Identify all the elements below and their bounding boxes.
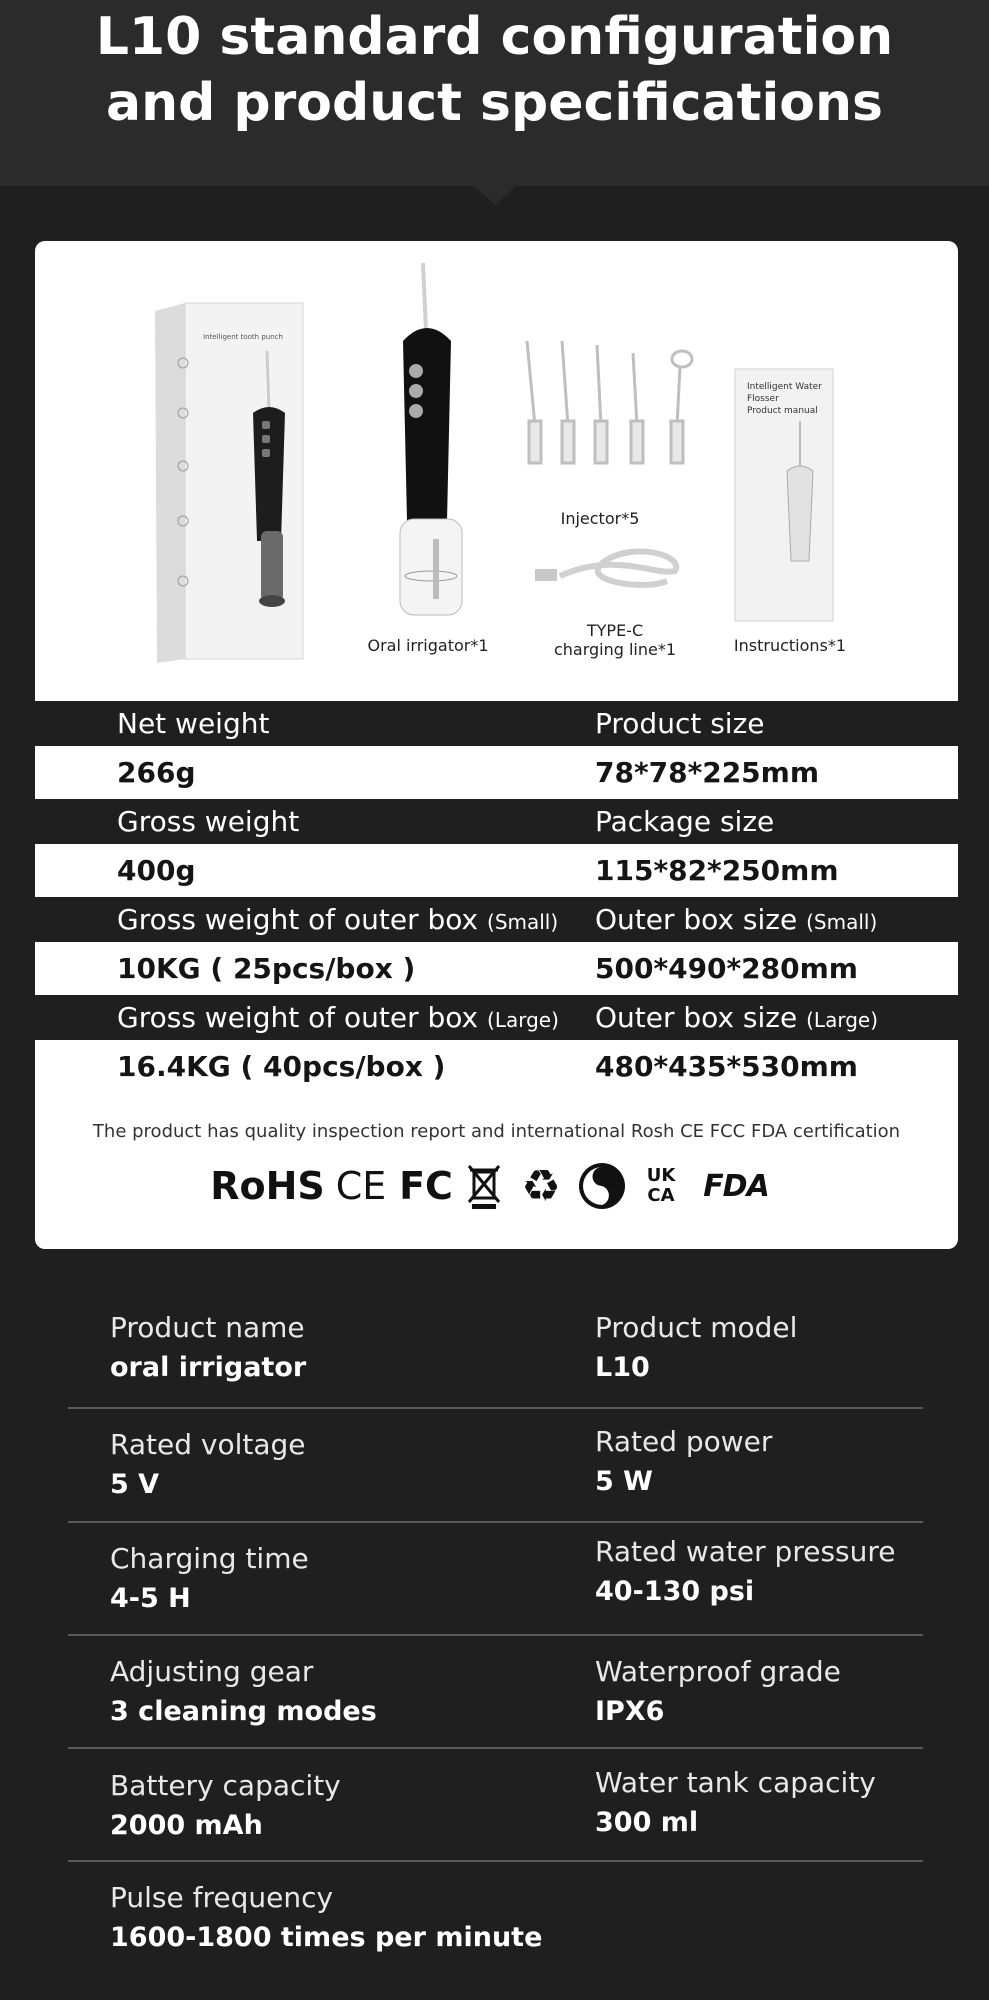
caption-oral-irrigator: Oral irrigator*1 bbox=[367, 636, 489, 655]
green-dot-icon bbox=[575, 1156, 629, 1216]
instruction-manual-image bbox=[735, 369, 833, 621]
list-item: Rated power 5 W bbox=[595, 1425, 773, 1497]
svg-text:Intelligent Water: Intelligent Water bbox=[747, 382, 822, 392]
page-title-line-1: L10 standard configuration bbox=[95, 7, 894, 67]
retail-box-image bbox=[155, 303, 303, 663]
table-row bbox=[35, 799, 958, 844]
list-item: Product name oral irrigator bbox=[110, 1311, 307, 1383]
page-header bbox=[0, 0, 989, 186]
certification-logos bbox=[210, 1156, 810, 1216]
ukca-icon: UK CA bbox=[646, 1165, 676, 1206]
table-row bbox=[35, 746, 958, 799]
table-row bbox=[35, 942, 958, 995]
spec-label: Outer box size (Large) bbox=[595, 1001, 878, 1034]
table-row bbox=[35, 897, 958, 942]
spec-label: Product size bbox=[595, 707, 765, 740]
svg-text:Product manual: Product manual bbox=[747, 406, 818, 416]
svg-text:Flosser: Flosser bbox=[747, 394, 779, 404]
spec-value: 500*490*280mm bbox=[595, 952, 858, 985]
table-row bbox=[35, 701, 958, 746]
certification-note: The product has quality inspection report and international Rosh CE FCC FDA certification bbox=[92, 1121, 901, 1142]
spec-value: 78*78*225mm bbox=[595, 756, 820, 789]
spec-value: 10KG ( 25pcs/box ) bbox=[117, 952, 416, 985]
list-item: Rated voltage 5 V bbox=[110, 1428, 306, 1500]
table-row bbox=[35, 1040, 958, 1093]
spec-value: 400g bbox=[117, 854, 196, 887]
header-pointer-icon bbox=[474, 186, 516, 205]
box-label-text: Intelligent tooth punch bbox=[203, 333, 283, 341]
fda-icon: FDA bbox=[703, 1168, 769, 1204]
spec-table bbox=[35, 701, 958, 1093]
spec-label: Gross weight of outer box (Small) bbox=[117, 903, 559, 936]
list-item: Waterproof grade IPX6 bbox=[595, 1655, 841, 1727]
caption-type-c-line-2: charging line*1 bbox=[553, 640, 677, 659]
page-title-line-2: and product specifications bbox=[106, 73, 883, 133]
list-item: Adjusting gear 3 cleaning modes bbox=[110, 1655, 377, 1727]
list-item: Product model L10 bbox=[595, 1311, 798, 1383]
page-title bbox=[0, 4, 989, 136]
recycle-icon: ♻ bbox=[521, 1160, 561, 1212]
spec-value: 115*82*250mm bbox=[595, 854, 839, 887]
list-item: Charging time 4-5 H bbox=[110, 1542, 309, 1614]
oral-irrigator-image bbox=[400, 263, 462, 615]
list-item: Pulse frequency 1600-1800 times per minute bbox=[110, 1881, 543, 1953]
list-item: Water tank capacity 300 ml bbox=[595, 1766, 876, 1838]
caption-injector: Injector*5 bbox=[560, 509, 640, 528]
type-c-cable-image bbox=[535, 551, 676, 585]
caption-type-c-line-1: TYPE-C bbox=[586, 621, 644, 640]
weee-icon bbox=[464, 1156, 504, 1216]
spec-label: Gross weight bbox=[117, 805, 300, 838]
list-item: Rated water pressure 40-130 psi bbox=[595, 1535, 896, 1607]
divider bbox=[68, 1860, 923, 1862]
spec-value: 16.4KG ( 40pcs/box ) bbox=[117, 1050, 446, 1083]
spec-label: Net weight bbox=[117, 707, 270, 740]
configuration-card bbox=[35, 241, 958, 1249]
injector-nozzles-image bbox=[527, 341, 692, 463]
divider bbox=[68, 1747, 923, 1749]
divider bbox=[68, 1407, 923, 1409]
ce-icon: CE bbox=[335, 1164, 387, 1208]
spec-label: Outer box size (Small) bbox=[595, 903, 878, 936]
table-row bbox=[35, 995, 958, 1040]
spec-value: 266g bbox=[117, 756, 196, 789]
rohs-icon: RoHS bbox=[210, 1164, 325, 1208]
package-contents-illustration bbox=[35, 241, 958, 701]
list-item: Battery capacity 2000 mAh bbox=[110, 1769, 341, 1841]
divider bbox=[68, 1521, 923, 1523]
package-contents bbox=[35, 241, 958, 701]
fcc-icon: FC bbox=[399, 1164, 453, 1208]
table-row bbox=[35, 844, 958, 897]
spec-label: Package size bbox=[595, 805, 775, 838]
spec-value: 480*435*530mm bbox=[595, 1050, 858, 1083]
divider bbox=[68, 1634, 923, 1636]
spec-label: Gross weight of outer box (Large) bbox=[117, 1001, 559, 1034]
caption-instructions: Instructions*1 bbox=[733, 636, 847, 655]
